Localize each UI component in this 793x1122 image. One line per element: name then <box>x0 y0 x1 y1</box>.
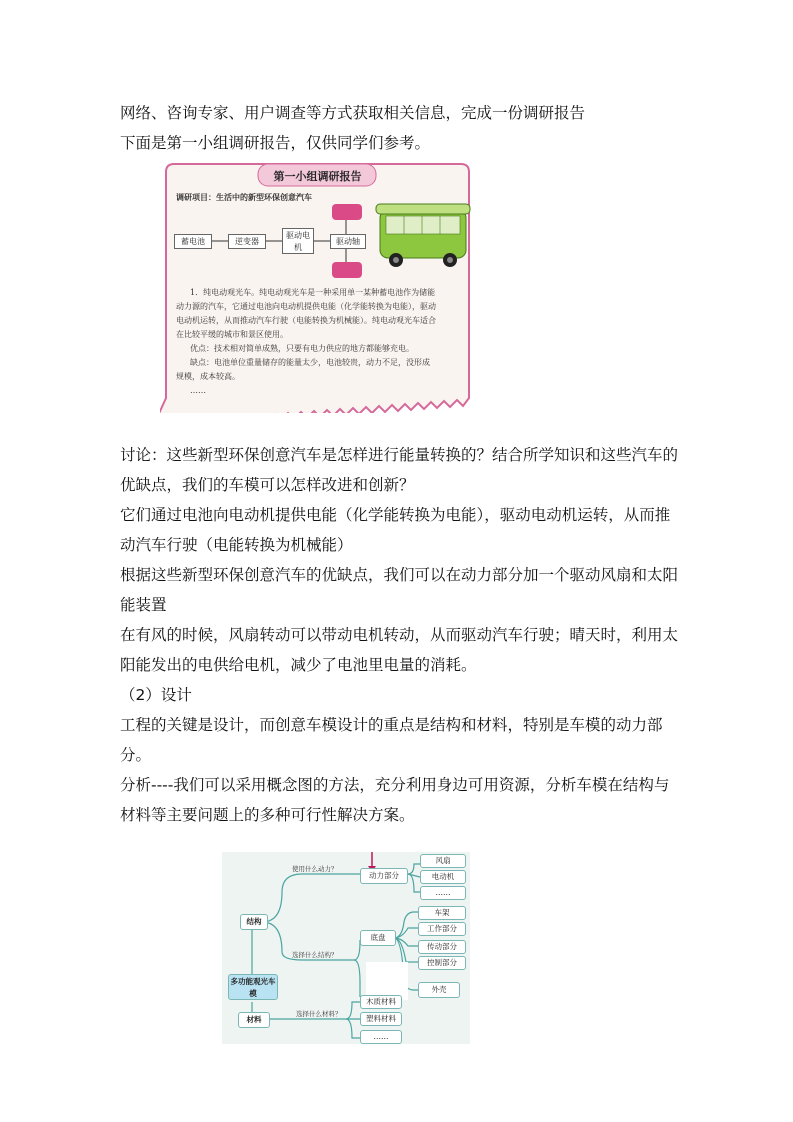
report-line: 电动机运转，从而推动汽车行驶（电能转换为机械能）。纯电动观光车适合 <box>176 316 436 325</box>
report-line: …… <box>190 386 206 395</box>
node-structure: 结构 <box>240 914 268 930</box>
paragraph: 网络、咨询专家、用户调查等方式获取相关信息，完成一份调研报告 <box>120 104 586 122</box>
flow-box-battery: 蓄电池 <box>174 234 212 249</box>
report-line: 规模，成本较高。 <box>176 372 240 381</box>
flow-box-inverter: 逆变器 <box>228 234 266 249</box>
paragraph: 工程的关键是设计，而创意车模设计的重点是结构和材料，特别是车模的动力部分。 <box>120 716 663 764</box>
node-root: 多功能观光车模 <box>228 974 278 1000</box>
intro-text <box>120 98 680 158</box>
flow-box-motor: 驱动电机 <box>282 228 314 254</box>
pink-box-bottom <box>332 262 362 278</box>
research-report-figure <box>160 158 475 413</box>
paragraph: 在有风的时候，风扇转动可以带动电机转动，从而驱动汽车行驶；晴天时，利用太阳能发出的电供给电机，减少了电池里电量的消耗。 <box>120 626 679 674</box>
node-power-item: 电动机 <box>420 870 466 884</box>
report-body <box>176 286 466 398</box>
section-heading: （2）设计 <box>120 686 192 704</box>
node-chassis-item: 工作部分 <box>418 922 466 936</box>
flow-box-drive-shaft: 驱动轴 <box>330 234 366 249</box>
node-chassis-item: 控制部分 <box>418 956 466 970</box>
paragraph: 讨论：这些新型环保创意汽车是怎样进行能量转换的？结合所学知识和这些汽车的优缺点，我们的车模可以怎样改进和创新？ <box>120 446 679 494</box>
label-q-power: 使用什么动力？ <box>292 865 338 873</box>
node-chassis: 底盘 <box>360 930 396 946</box>
node-material-item: …… <box>360 1030 402 1044</box>
pink-box-top <box>332 204 362 220</box>
label-q-material: 选择什么材料？ <box>296 1010 342 1018</box>
node-chassis-item: 车架 <box>418 906 466 920</box>
node-material: 材料 <box>238 1012 270 1028</box>
node-shell: 外壳 <box>418 982 460 998</box>
node-material-item: 木质材料 <box>360 995 402 1009</box>
node-material-item: 塑料材料 <box>360 1012 402 1026</box>
report-line: 优点：技术相对简单成熟，只要有电力供应的地方都能够充电。 <box>190 344 414 353</box>
paragraph: 根据这些新型环保创意汽车的优缺点，我们可以在动力部分加一个驱动风扇和太阳能装置 <box>120 566 679 614</box>
node-chassis-item: 传动部分 <box>418 940 466 954</box>
paragraph: 分析----我们可以采用概念图的方法，充分利用身边可用资源，分析车模在结构与材料等主要问题上的多种可行性解决方案。 <box>120 776 670 824</box>
label-q-structure: 选择什么结构？ <box>292 951 338 959</box>
report-line: 动力源的汽车，它通过电池向电动机提供电能（化学能转换为电能），驱动 <box>176 302 436 311</box>
paragraph: 下面是第一小组调研报告，仅供同学们参考。 <box>120 134 431 152</box>
node-power-item: 风扇 <box>420 854 466 868</box>
report-line: 在比较平缓的城市和景区使用。 <box>176 330 288 339</box>
discussion-text <box>120 440 680 830</box>
report-title: 第一小组调研报告 <box>273 170 362 183</box>
report-line: 1．纯电动观光车。纯电动观光车是一种采用单一某种蓄电池作为储能 <box>190 288 436 297</box>
bus-illustration <box>376 204 470 267</box>
node-power-item: …… <box>420 886 466 900</box>
paragraph: 它们通过电池向电动机提供电能（化学能转换为电能），驱动电动机运转，从而推动汽车行驶（电能转换为机械能） <box>120 506 671 554</box>
concept-map-figure <box>222 852 470 1044</box>
report-line: 缺点：电池单位重量储存的能量太少，电池较贵，动力不足，没形成 <box>190 358 430 367</box>
node-power: 动力部分 <box>360 868 408 884</box>
report-project: 调研项目：生活中的新型环保创意汽车 <box>176 192 312 202</box>
